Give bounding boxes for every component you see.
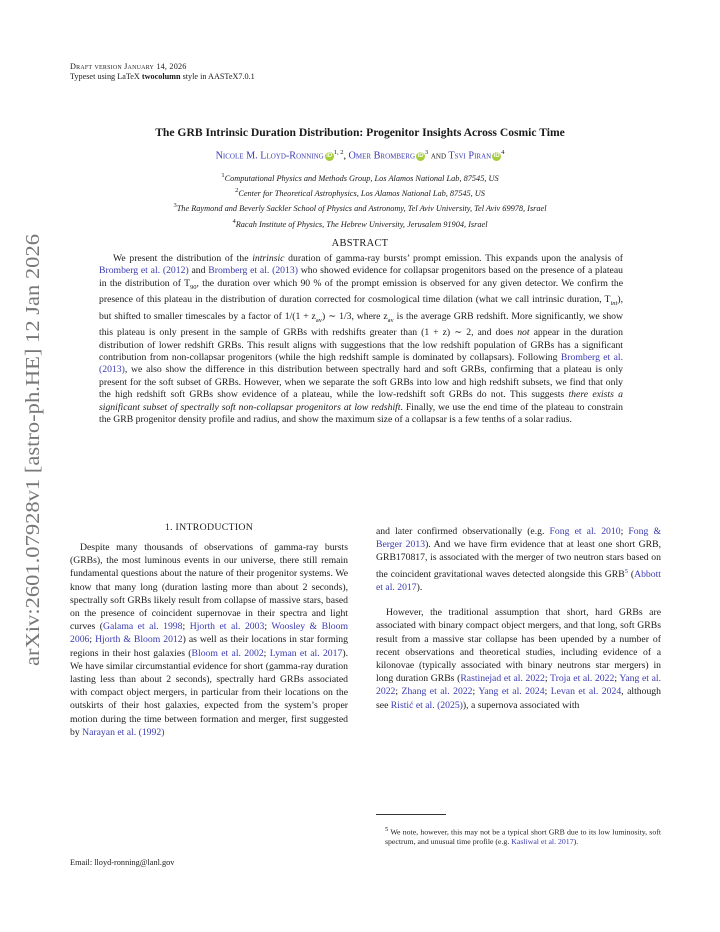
citation-link[interactable]: Abbott et al. 2017 bbox=[376, 568, 661, 594]
abstract-text: We present the distribution of the intrinsic duration of gamma-ray bursts’ prompt emission. This expands upon the analysis of Bromberg et al. (2012) and Bromberg et al. (2013) who showed evidence for collapsar progenitors based on the presence of a plateau in the distribution of $T_{90}$, the duration over which 90 % of the prompt emission is observed for any given detector. We confirm the presence of this plateau in the distribution of duration corrected for cosmological time dilation (what we call intrinsic duration, $T_{int}$), but shifted to smaller timescales by a factor of $1/(1 + z_{av})$ ∼ 1/3, where $z_{av}$ is the average GRB redshift. More significantly, we show this plateau is only present in the sample of GRBs with redshifts greater than (1 + z) ∼ 2, and does not appear in the duration distribution of lower redshift GRBs. This result aligns with suggestions that the low redshift population of GRBs has a significant contribution from non-collapsar progenitors (while the high redshift sample is dominated by collapsars). Following Bromberg et al. (2013), we also show the difference in this distribution between spectrally hard and soft GRBs, confirming that a plateau is only present for the soft subset of GRBs. However, when we separate the soft GRBs into low and high redshift subsets, we find that only the high redshift soft GRBs show evidence of a plateau, while the low-redshift soft GRBs do not. This suggests there exists a significant subset of spectrally soft non-collapsar progenitors at low redshift. Finally, we use the end time of the plateau to constrain the GRB progenitor density profile and radius, and show the maximum size of a collapsar is a few tenths of a solar radius. bbox=[99, 253, 624, 426]
citation-link[interactable]: Narayan et al. (1992) bbox=[82, 726, 165, 738]
affiliations bbox=[70, 170, 650, 231]
citation-link[interactable]: Zhang et al. 2022 bbox=[401, 686, 473, 698]
footnote-number: 5 bbox=[385, 826, 389, 833]
citation-link[interactable]: Kasliwal et al. 2017 bbox=[511, 837, 574, 847]
citation-link[interactable]: Yang et al. 2022 bbox=[376, 673, 661, 698]
citation-link[interactable]: Hjorth et al. 2003 bbox=[189, 621, 265, 633]
author-name[interactable]: Nicole M. Lloyd-Ronning bbox=[215, 150, 324, 162]
author-name[interactable]: Omer Bromberg bbox=[348, 150, 416, 162]
affiliation: $^1$Computational Physics and Methods Group, Los Alamos National Lab, 87545, US bbox=[221, 172, 499, 183]
author-name[interactable]: Tsvi Piran bbox=[448, 150, 492, 162]
citation-link[interactable]: Lyman et al. 2017 bbox=[269, 647, 343, 659]
affiliation: $^2$Center for Theoretical Astrophysics, Los Alamos National Lab, 87545, US bbox=[235, 187, 485, 198]
latex-logo: LaTeX bbox=[117, 72, 140, 81]
arxiv-stamp-text: arXiv:2601.07928v1 [astro-ph.HE] 12 Jan 2026 bbox=[22, 273, 44, 666]
twocolumn-label: twocolumn bbox=[141, 72, 181, 81]
citation-link[interactable]: Bloom et al. 2002 bbox=[191, 647, 264, 659]
typeset-line: Typeset using LaTeX twocolumn style in AASTeX7.0.1 bbox=[70, 72, 255, 81]
orcid-icon[interactable]: iD bbox=[417, 153, 424, 160]
author-affil-mark: 1, 2 bbox=[333, 149, 344, 156]
footnote-mark[interactable]: 5 bbox=[624, 567, 628, 575]
author-affil-mark: 4 bbox=[501, 149, 505, 156]
intro-paragraph-2: However, the traditional assumption that short, hard GRBs are associated with binary compact object mergers, and that long, soft GRBs result from a massive star collapse has been upended by a number of recent observations and theoretical studies, including evidence of a kilonovae (typically associated with binary neutrons star mergers) in long duration GRBs (Rastinejad et al. 2022; Troja et al. 2022; Yang et al. 2022; Zhang et al. 2022; Yang et al. 2024; Levan et al. 2024, although see Ristić et al. (2025)), a supernova associated with bbox=[376, 607, 661, 711]
orcid-icon[interactable]: iD bbox=[493, 153, 500, 160]
citation-link[interactable]: Troja et al. 2022 bbox=[550, 673, 615, 685]
citation-link[interactable]: Bromberg et al. (2013) bbox=[208, 265, 298, 277]
citation-link[interactable]: Bromberg et al. (2012) bbox=[99, 265, 189, 277]
citation-link[interactable]: Fong & Berger 2013 bbox=[376, 526, 661, 551]
orcid-icon[interactable]: iD bbox=[326, 153, 333, 160]
paper-title: The GRB Intrinsic Duration Distribution: Progenitor Insights Across Cosmic Time bbox=[155, 126, 565, 139]
arxiv-stamp bbox=[14, 230, 48, 670]
contact-email: Email: lloyd-ronning@lanl.gov bbox=[70, 858, 175, 867]
citation-link[interactable]: Galama et al. 1998 bbox=[103, 621, 183, 633]
footnote-divider bbox=[376, 814, 446, 815]
citation-link[interactable]: Yang et al. 2024 bbox=[478, 686, 545, 698]
affiliation: $^4$Racah Institute of Physics, The Hebrew University, Jerusalem 91904, Israel bbox=[232, 217, 488, 229]
author-affil-mark: 3 bbox=[425, 149, 429, 156]
draft-header bbox=[70, 62, 255, 82]
citation-link[interactable]: Levan et al. 2024 bbox=[550, 686, 622, 698]
draft-version: Draft version January 14, 2026 bbox=[70, 62, 187, 71]
citation-link[interactable]: Bromberg et al. (2013) bbox=[99, 351, 623, 376]
right-column bbox=[376, 525, 661, 712]
intro-paragraph-1-cont: and later confirmed observationally (e.g. Fong et al. 2010; Fong & Berger 2013). And we have firm evidence that at least one short GRB, GRB170817, is associated with the merger of two neutron stars based on the coincident gravitational waves detected alongside this GRB$^5$ (Abbott et al. 2017). bbox=[376, 526, 662, 594]
author-list: Nicole M. Lloyd-Ronning iD$^{1, 2}$, Omer Bromberg $iD^3$ and Tsvi Piran $iD^4$ bbox=[215, 149, 505, 162]
section-heading: 1. INTRODUCTION bbox=[164, 522, 254, 533]
footnote: $^5$ We note, however, this may not be a typical short GRB due to its low luminosity, soft spectrum, and unusual time profile (e.g. Kasliwal et al. 2017). bbox=[385, 826, 661, 847]
abstract-heading: ABSTRACT bbox=[331, 238, 389, 249]
citation-link[interactable]: Fong et al. 2010 bbox=[549, 526, 621, 537]
affiliation: $^3$The Raymond and Beverly Sackler School of Physics and Astronomy, Tel Aviv University, Tel Aviv 69978, Israel bbox=[173, 202, 547, 214]
citation-link[interactable]: Rastinejad et al. 2022 bbox=[460, 673, 545, 685]
citation-link[interactable]: Hjorth & Bloom 2012 bbox=[95, 634, 183, 646]
citation-link[interactable]: Woosley & Bloom 2006 bbox=[70, 621, 348, 646]
left-column bbox=[70, 522, 348, 739]
intro-paragraph-1: Despite many thousands of observations of gamma-ray bursts (GRBs), the most luminous events in our universe, there still remain fundamental questions about the nature of their progenitor systems. We know that many long (duration lasting more than about 2 seconds), spectrally soft GRBs likely result from collapse of massive stars, based on the presence of coincident supernovae in their spectra and light curves (Galama et al. 1998; Hjorth et al. 2003; Woosley & Bloom 2006; Hjorth & Bloom 2012) as well as their locations in star forming regions in their host galaxies (Bloom et al. 2002; Lyman et al. 2017). We have similar circumstantial evidence for short (gamma-ray duration lasting less than about 2 seconds), spectrally hard GRBs associated with compact object mergers, in particular from their locations on the outskirts of their host galaxies, expected from the system’s proper motion during the time between formation and merger, first suggested by Narayan et al. (1992) bbox=[70, 542, 348, 738]
citation-link[interactable]: Ristić et al. (2025) bbox=[390, 699, 463, 711]
